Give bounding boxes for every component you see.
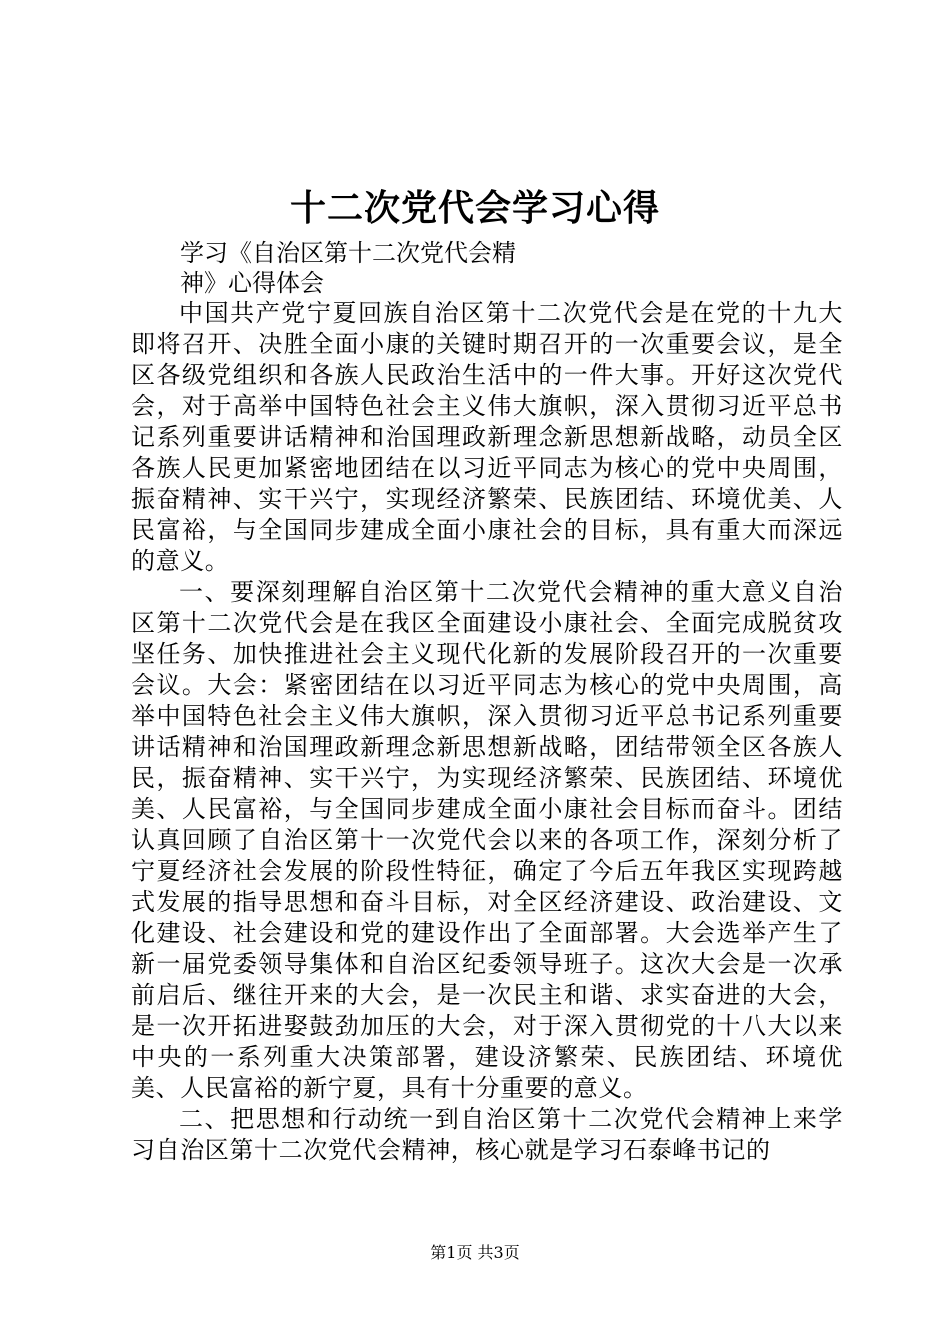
subtitle-line: 神》心得体会 <box>180 269 324 297</box>
document-subtitle <box>180 238 516 298</box>
subtitle-line: 学习《自治区第十二次党代会精 <box>180 239 516 267</box>
paragraph-intro: 中国共产党宁夏回族自治区第十二次党代会是在党的十九大即将召开、决胜全面小康的关键时期召开的一次重要会议，是全区各级党组织和各族人民政治生活中的一件大事。开好这次党代会，对于高举中国特色社会主义伟大旗帜，深入贯彻习近平总书记系列重要讲话精神和治国理政新理念新思想新战略，动员全区各族人民更加紧密地团结在以习近平同志为核心的党中央周围，振奋精神、实干兴宁，实现经济繁荣、民族团结、环境优美、人民富裕，与全国同步建成全面小康社会的目标，具有重大而深远的意义。 <box>131 299 843 575</box>
paragraph-section-one: 一、要深刻理解自治区第十二次党代会精神的重大意义自治区第十二次党代会是在我区全面建设小康社会、全面完成脱贫攻坚任务、加快推进社会主义现代化新的发展阶段召开的一次重要会议。大会：紧密团结在以习近平同志为核心的党中央周围，高举中国特色社会主义伟大旗帜，深入贯彻习近平总书记系列重要讲话精神和治国理政新理念新思想新战略，团结带领全区各族人民，振奋精神、实干兴宁，为实现经济繁荣、民族团结、环境优美、人民富裕，与全国同步建成全面小康社会目标而奋斗。团结认真回顾了自治区第十一次党代会以来的各项工作，深刻分析了宁夏经济社会发展的阶段性特征，确定了今后五年我区实现跨越式发展的指导思想和奋斗目标，对全区经济建设、政治建设、文化建设、社会建设和党的建设作出了全面部署。大会选举产生了新一届党委领导集体和自治区纪委领导班子。这次大会是一次承前启后、继往开来的大会，是一次民主和谐、求实奋进的大会，是一次开拓进娶鼓劲加压的大会，对于深入贯彻党的十八大以来中央的一系列重大决策部署，建设济繁荣、民族团结、环境优美、人民富裕的新宁夏，具有十分重要的意义。 <box>131 578 843 1102</box>
page-number-footer: 第1页 共3页 <box>430 1243 520 1262</box>
paragraph-section-two: 二、把思想和行动统一到自治区第十二次党代会精神上来学习自治区第十二次党代会精神，核心就是学习石泰峰书记的 <box>131 1105 843 1164</box>
document-body <box>131 298 843 1166</box>
document-title: 十二次党代会学习心得 <box>289 187 660 229</box>
